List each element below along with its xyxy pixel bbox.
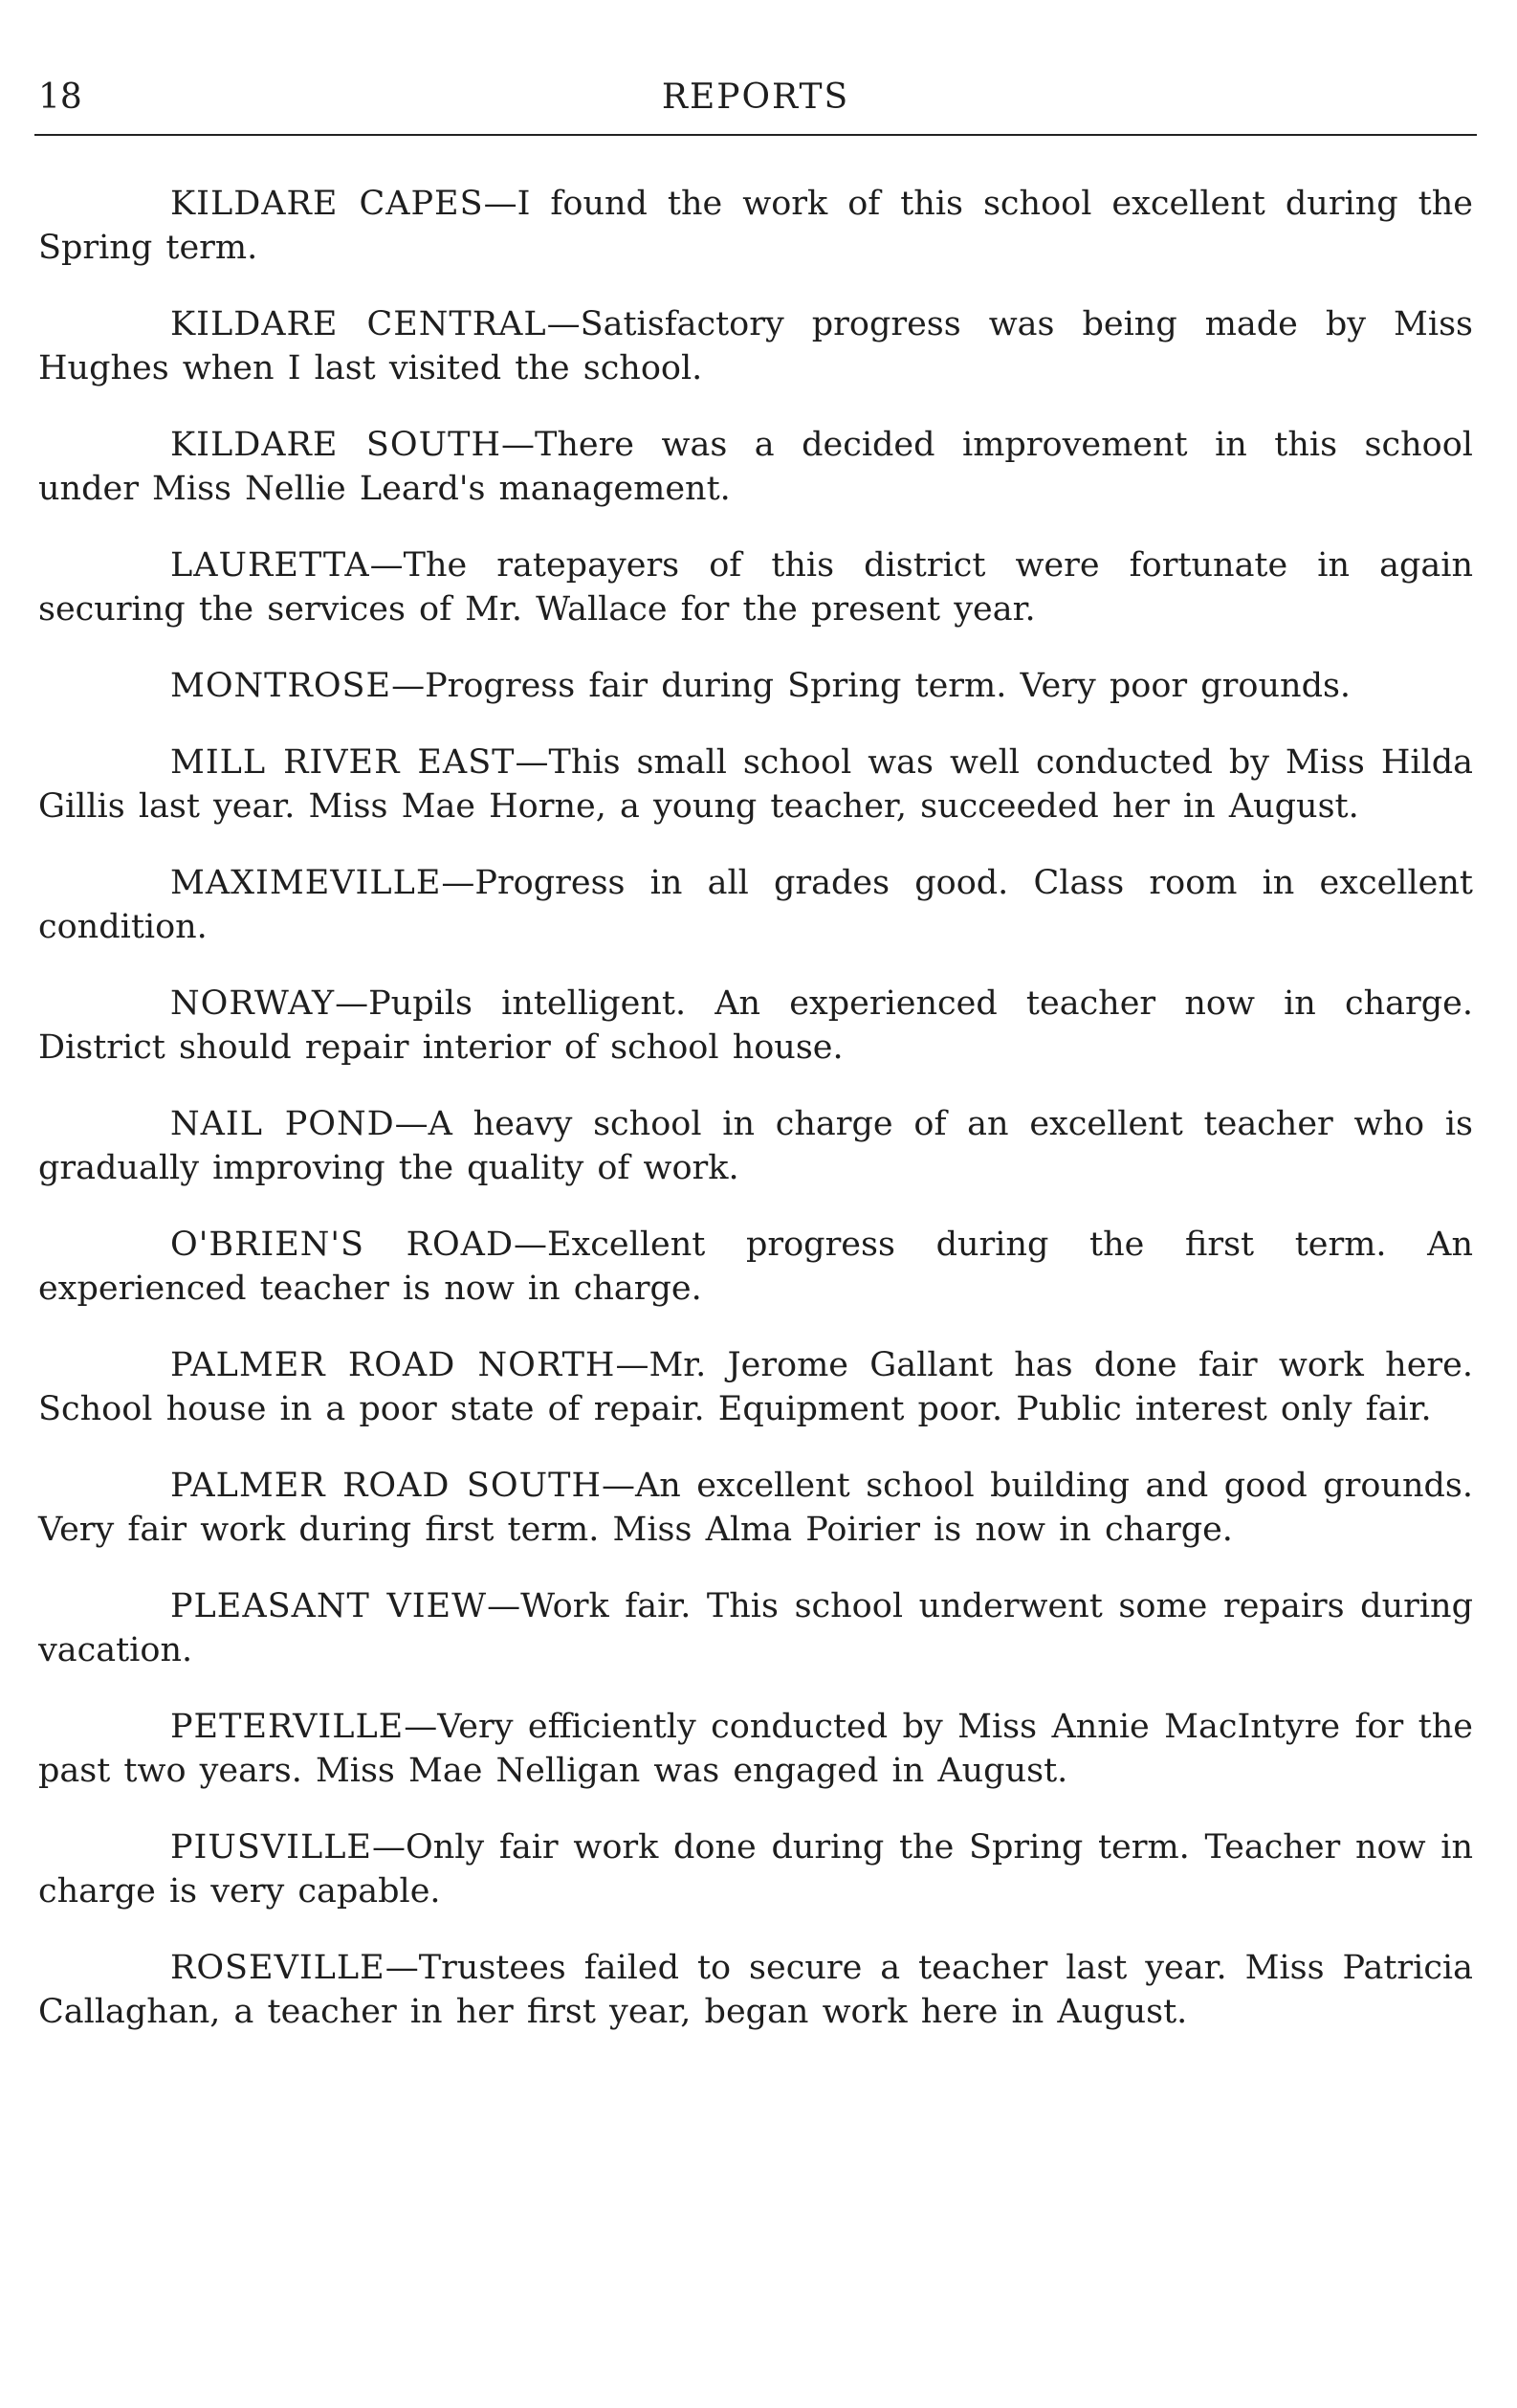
entry-text: The ratepayers of this district were fortunate in again securing the services of Mr. Wallace for the present year. [38, 546, 1473, 629]
entry-place: PIUSVILLE [170, 1828, 372, 1867]
entry-palmer-road-north: PALMER ROAD NORTH—Mr. Jerome Gallant has done fair work here. School house in a poor state of repair. Equipment poor. Public interest only fair. [38, 1346, 1473, 1428]
page-number: 18 [38, 77, 82, 117]
entry-text: Very efficiently conducted by Miss Annie MacIntyre for the past two years. Miss Mae Nelligan was engaged in August. [38, 1708, 1473, 1790]
entry-norway: NORWAY—Pupils intelligent. An experienced teacher now in charge. District should repair interior of school house. [38, 984, 1473, 1067]
running-head: REPORTS [661, 77, 850, 117]
entry-place: PALMER ROAD SOUTH [170, 1467, 602, 1505]
entry-mill-river-east: MILL RIVER EAST—This small school was well conducted by Miss Hilda Gillis last year. Miss Mae Horne, a young teacher, succeeded her in August. [38, 743, 1474, 826]
entry-text: An excellent school building and good grounds. Very fair work during first term. Miss Alma Poirier is now in charge. [38, 1467, 1473, 1549]
entry-maximeville: MAXIMEVILLE—Progress in all grades good. Class room in excellent condition. [38, 864, 1473, 946]
entry-place: NAIL POND [170, 1105, 395, 1143]
entry-place: MILL RIVER EAST [170, 743, 516, 782]
page-header [38, 75, 1473, 128]
entry-place: NORWAY [170, 984, 336, 1023]
entry-lauretta: LAURETTA—The ratepayers of this district were fortunate in again securing the services of Mr. Wallace for the present year. [38, 546, 1473, 629]
entry-text: I found the work of this school excellent during the Spring term. [38, 185, 1473, 267]
entry-peterville: PETERVILLE—Very efficiently conducted by Miss Annie MacIntyre for the past two years. Miss Mae Nelligan was engaged in August. [38, 1708, 1473, 1790]
entry-text: Progress in all grades good. Class room in excellent condition. [38, 864, 1473, 946]
entry-text: Excellent progress during the first term. An experienced teacher is now in charge. [38, 1226, 1474, 1308]
entry-text: Mr. Jerome Gallant has done fair work here. School house in a poor state of repair. Equipment poor. Public interest only fair. [38, 1346, 1473, 1428]
entry-text: Pupils intelligent. An experienced teacher now in charge. District should repair interior of school house. [38, 984, 1473, 1067]
entry-place: LAURETTA [170, 546, 370, 585]
entry-place: MAXIMEVILLE [170, 864, 442, 902]
entry-obriens-road: O'BRIEN'S ROAD—Excellent progress during the first term. An experienced teacher is now in charge. [38, 1226, 1474, 1308]
entry-place: PETERVILLE [170, 1708, 405, 1746]
entry-kildare-capes: KILDARE CAPES—I found the work of this school excellent during the Spring term. [38, 185, 1473, 267]
entry-text: Progress fair during Spring term. Very poor grounds. [425, 667, 1352, 705]
entry-place: KILDARE SOUTH [170, 426, 501, 464]
header-rule [34, 134, 1477, 136]
entry-place: PLEASANT VIEW [170, 1587, 488, 1625]
entry-text: Satisfactory progress was being made by Miss Hughes when I last visited the school. [38, 305, 1474, 387]
entry-text: There was a decided improvement in this school under Miss Nellie Leard's management. [38, 426, 1473, 508]
entry-roseville: ROSEVILLE—Trustees failed to secure a teacher last year. Miss Patricia Callaghan, a teacher in her first year, began work here in August. [38, 1949, 1473, 2031]
entry-pleasant-view: PLEASANT VIEW—Work fair. This school underwent some repairs during vacation. [38, 1587, 1474, 1669]
entry-place: O'BRIEN'S ROAD [170, 1226, 515, 1264]
entry-text: A heavy school in charge of an excellent teacher who is gradually improving the quality of work. [38, 1105, 1473, 1187]
entry-place: KILDARE CAPES [170, 185, 484, 223]
entry-nail-pond: NAIL POND—A heavy school in charge of an excellent teacher who is gradually improving the quality of work. [38, 1105, 1473, 1187]
report-entries [38, 182, 1473, 2066]
entry-montrose: MONTROSE—Progress fair during Spring term. Very poor grounds. [170, 667, 1352, 705]
entry-piusville: PIUSVILLE—Only fair work done during the Spring term. Teacher now in charge is very capable. [38, 1828, 1473, 1911]
entry-text: Only fair work done during the Spring term. Teacher now in charge is very capable. [38, 1828, 1473, 1911]
entry-text: Trustees failed to secure a teacher last year. Miss Patricia Callaghan, a teacher in her first year, began work here in August. [38, 1949, 1473, 2031]
entry-palmer-road-south: PALMER ROAD SOUTH—An excellent school building and good grounds. Very fair work during first term. Miss Alma Poirier is now in charge. [38, 1467, 1473, 1549]
entry-kildare-south: KILDARE SOUTH—There was a decided improvement in this school under Miss Nellie Leard's management. [38, 426, 1473, 508]
entry-place: PALMER ROAD NORTH [170, 1346, 616, 1384]
entry-place: MONTROSE [170, 667, 392, 705]
entry-text: This small school was well conducted by Miss Hilda Gillis last year. Miss Mae Horne, a young teacher, succeeded her in August. [38, 743, 1474, 826]
entry-kildare-central: KILDARE CENTRAL—Satisfactory progress was being made by Miss Hughes when I last visited the school. [38, 305, 1474, 387]
entry-place: KILDARE CENTRAL [170, 305, 547, 343]
entry-text: Work fair. This school underwent some repairs during vacation. [38, 1587, 1474, 1669]
entry-place: ROSEVILLE [170, 1949, 385, 1987]
